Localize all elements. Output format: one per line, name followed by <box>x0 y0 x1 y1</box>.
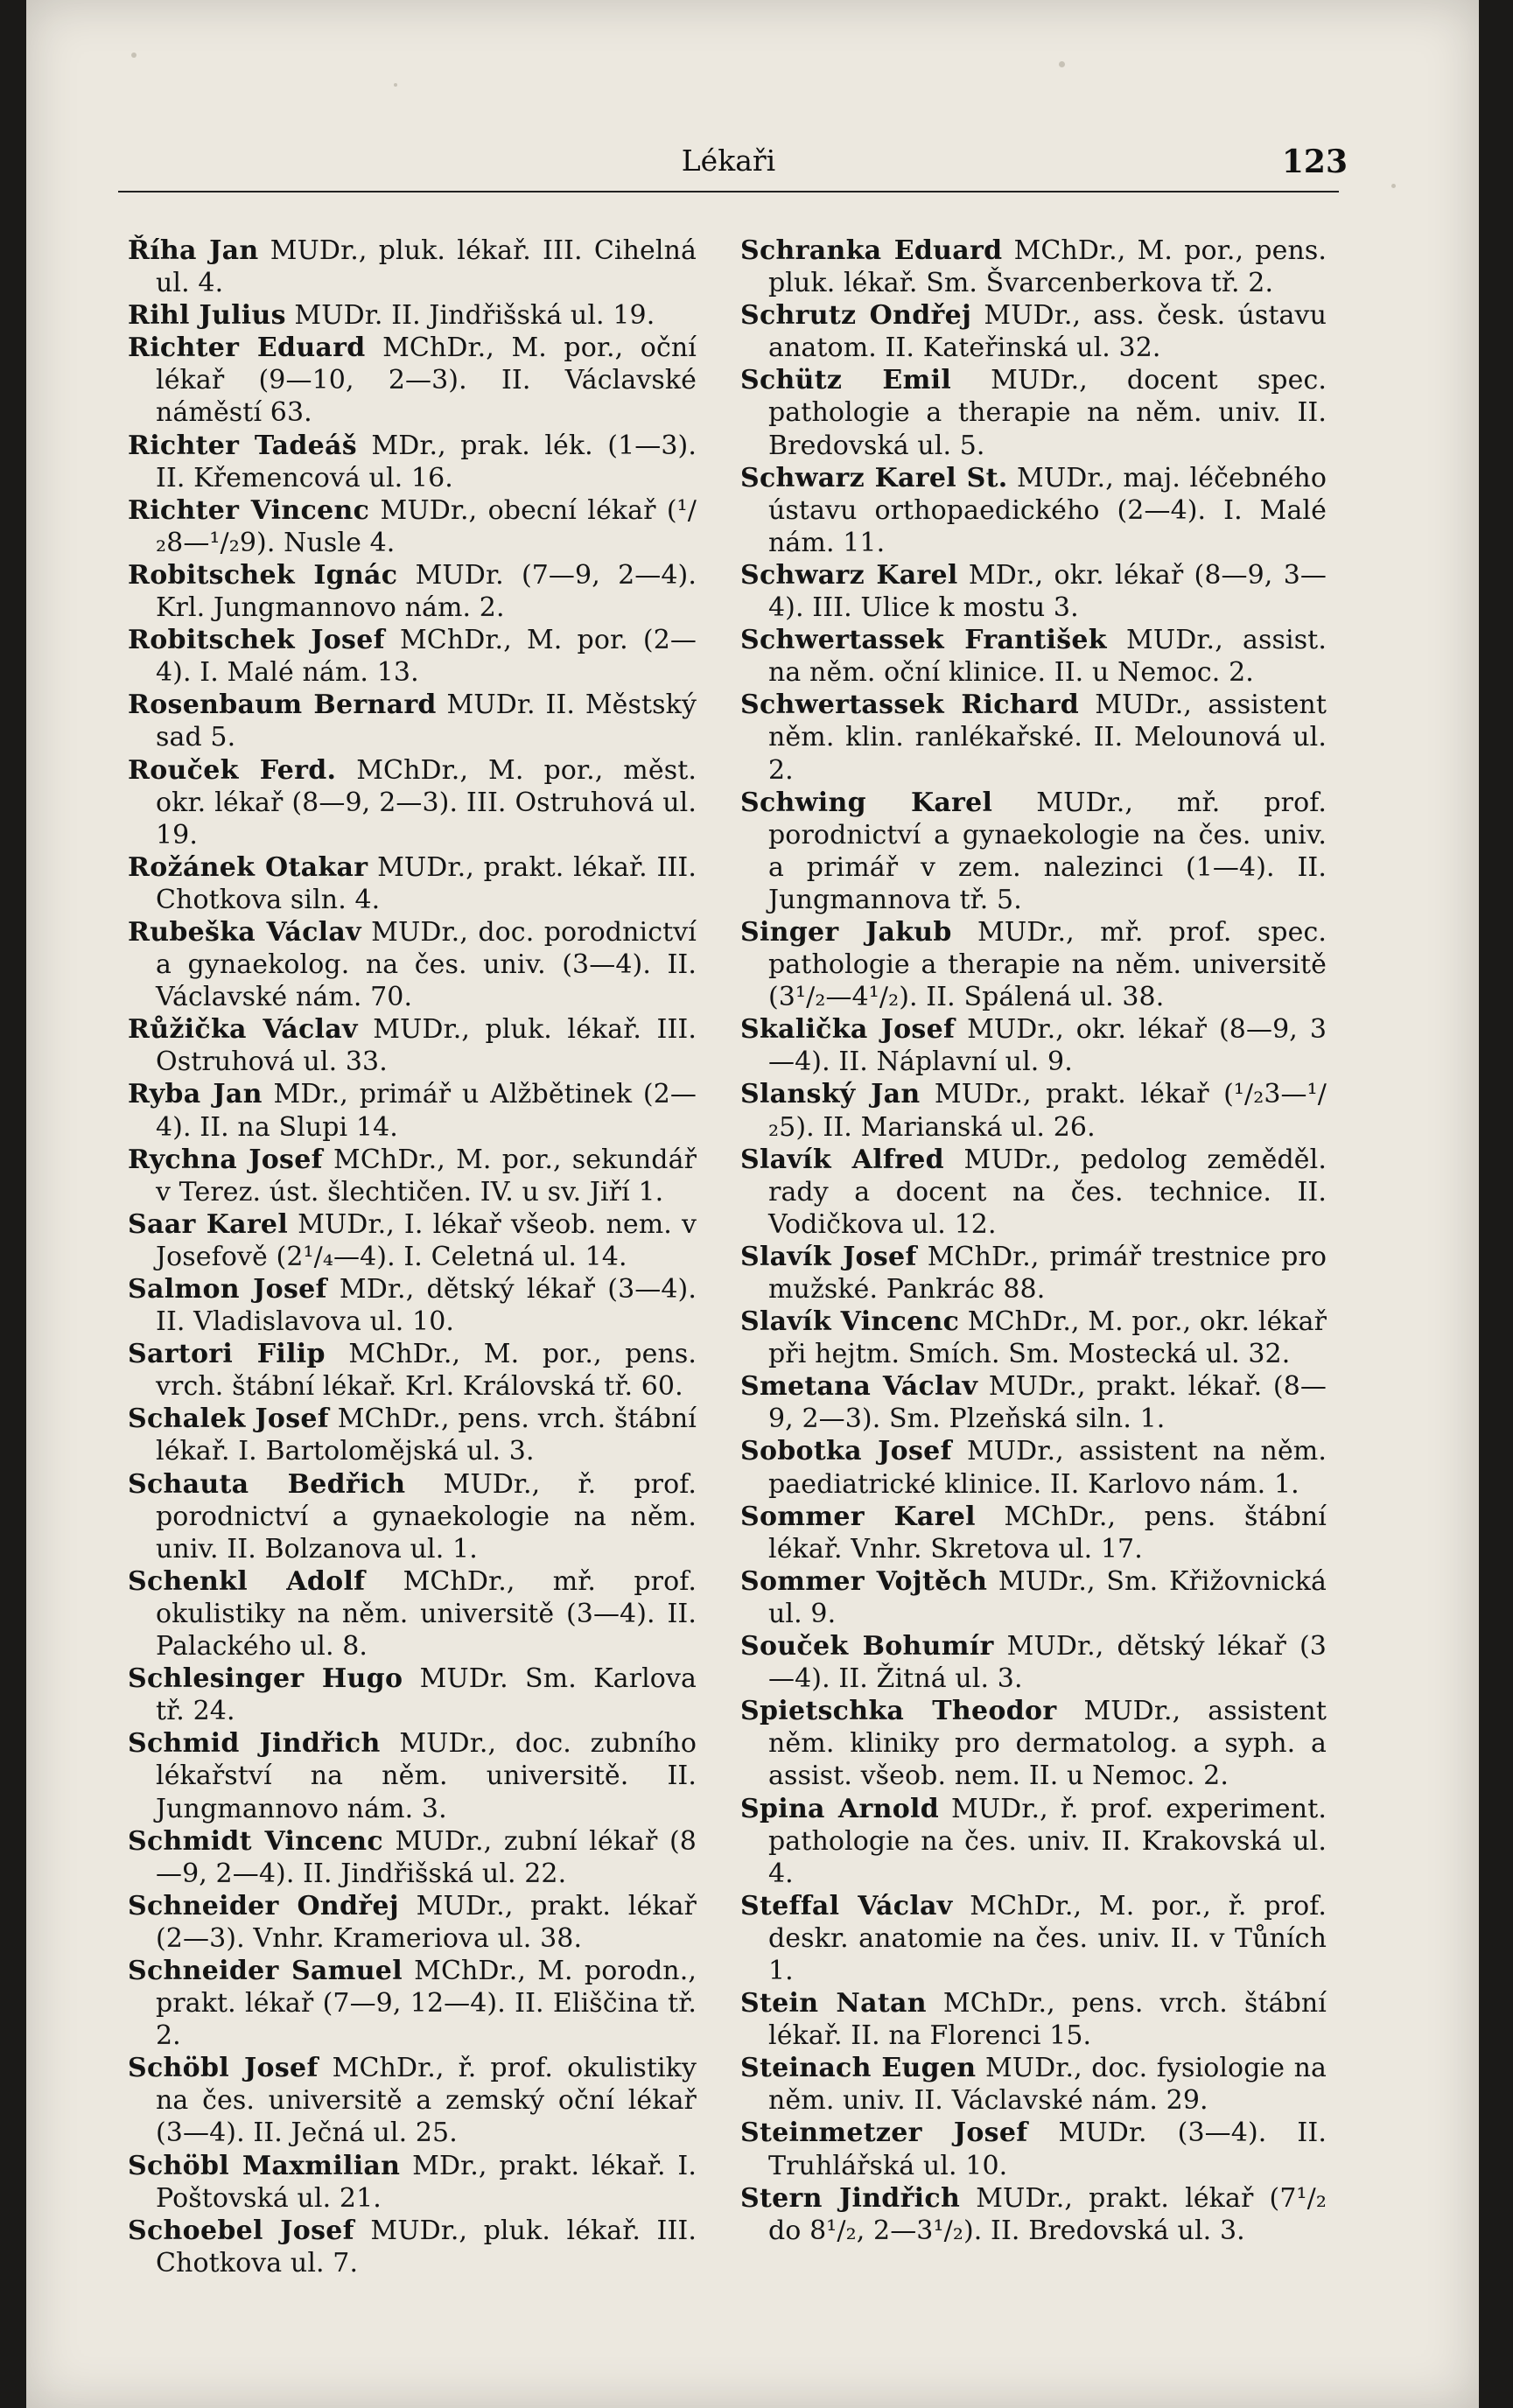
directory-entry <box>740 1695 1327 1792</box>
directory-entry <box>128 624 697 689</box>
directory-entry <box>128 1662 697 1727</box>
entry-name: Rychna Josef <box>128 1144 323 1175</box>
running-title: Lékaři <box>681 144 776 178</box>
entry-name: Steinach Eugen <box>740 2053 977 2084</box>
directory-entry <box>128 1890 697 1955</box>
entry-details: MChDr., M. por., pens. pluk. lékař. Sm. Švarcenberkova tř. 2. <box>768 235 1327 299</box>
entry-name: Saar Karel <box>128 1208 289 1240</box>
directory-entry <box>740 1241 1327 1306</box>
directory-entry <box>128 1078 697 1143</box>
entry-details: MChDr., M. por., okr. lékař při hejtm. Smích. Sm. Mostecká ul. 32. <box>768 1306 1327 1370</box>
entry-name: Schmid Jindřich <box>128 1728 381 1760</box>
entry-name: Spina Arnold <box>740 1793 939 1824</box>
entry-details: MUDr. Sm. Karlova tř. 24. <box>156 1663 697 1727</box>
directory-entry <box>128 234 697 299</box>
entry-details: MUDr., dětský lékař (3—4). II. Žitná ul. 3. <box>768 1631 1327 1695</box>
directory-entry <box>740 299 1327 364</box>
entry-details: MUDr., ř. prof. experiment. pathologie na čes. univ. II. Krakovská ul. 4. <box>768 1793 1327 1889</box>
directory-entry <box>740 1501 1327 1565</box>
entry-details: MChDr., M. porodn., prakt. lékař (7—9, 12—4). II. Eliščina tř. 2. <box>156 1955 697 2052</box>
entry-details: MChDr., mř. prof. okulistiky na něm. universitě (3—4). II. Palackého ul. 8. <box>156 1565 697 1662</box>
directory-entry <box>740 1793 1327 1890</box>
directory-entry <box>128 299 697 332</box>
entry-name: Růžička Václav <box>128 1014 358 1046</box>
entry-details: MUDr., assist. na něm. oční klinice. II. u Nemoc. 2. <box>768 625 1327 689</box>
directory-entry <box>128 1273 697 1338</box>
directory-entry <box>128 1565 697 1662</box>
directory-entry <box>128 430 697 494</box>
entry-name: Schwarz Karel St. <box>740 462 1008 494</box>
directory-entry <box>740 624 1327 689</box>
entry-name: Rubeška Václav <box>128 916 361 948</box>
entry-name: Sommer Vojtěch <box>740 1565 988 1597</box>
entry-name: Stern Jindřich <box>740 2182 961 2214</box>
entry-name: Richter Vincenc <box>128 494 370 526</box>
entry-name: Rihl Julius <box>128 300 286 332</box>
directory-entry <box>128 2150 697 2215</box>
directory-entry <box>740 787 1327 916</box>
entry-name: Rouček Ferd. <box>128 754 337 786</box>
entry-name: Schöbl Maxmilian <box>128 2150 401 2181</box>
entry-name: Schwarz Karel <box>740 559 958 591</box>
entry-details: MUDr., pluk. lékař. III. Chotkova ul. 7. <box>156 2215 697 2278</box>
entry-name: Slavík Alfred <box>740 1144 944 1175</box>
directory-entry <box>740 234 1327 299</box>
entry-details: MUDr., prakt. lékař (7¹/₂ do 8¹/₂, 2—3¹/₂). II. Bredovská ul. 3. <box>768 2182 1327 2246</box>
entry-details: MUDr., zubní lékař (8—9, 2—4). II. Jindřišská ul. 22. <box>156 1825 697 1889</box>
entry-details: MUDr. (7—9, 2—4). Krl. Jungmannovo nám. 2. <box>156 559 697 624</box>
entry-name: Salmon Josef <box>128 1274 327 1305</box>
entry-name: Schranka Eduard <box>740 235 1003 266</box>
directory-entry <box>128 851 697 916</box>
left-column <box>128 234 697 2279</box>
directory-entry <box>740 2117 1327 2181</box>
entry-name: Ryba Jan <box>128 1079 263 1110</box>
entry-name: Richter Tadeáš <box>128 430 357 461</box>
directory-entry <box>740 1565 1327 1630</box>
paper-speck <box>131 52 137 58</box>
directory-entry <box>740 2052 1327 2117</box>
directory-entry <box>128 1013 697 1078</box>
entry-details: MUDr., prakt. lékař (¹/₂3—¹/₂5). II. Marianská ul. 26. <box>768 1079 1327 1143</box>
directory-entry <box>128 1208 697 1273</box>
entry-name: Schauta Bedřich <box>128 1468 406 1500</box>
entry-name: Sobotka Josef <box>740 1436 952 1467</box>
entry-details: MChDr., pens. vrch. štábní lékař. I. Bartolomějská ul. 3. <box>156 1404 697 1467</box>
directory-entry <box>128 1403 697 1467</box>
directory-entry <box>128 2052 697 2149</box>
entry-name: Sartori Filip <box>128 1339 326 1370</box>
entry-name: Rosenbaum Bernard <box>128 690 437 721</box>
entry-name: Schrutz Ondřej <box>740 300 972 332</box>
directory-entry <box>128 1955 697 2052</box>
entry-details: MUDr. (3—4). II. Truhlářská ul. 10. <box>768 2118 1327 2181</box>
directory-entry <box>740 462 1327 559</box>
page-number: 123 <box>1281 144 1348 180</box>
entry-details: MDr., okr. lékař (8—9, 3—4). III. Ulice k mostu 3. <box>768 559 1327 624</box>
entry-details: MUDr. II. Jindřišská ul. 19. <box>285 300 655 332</box>
entry-name: Schenkl Adolf <box>128 1565 366 1597</box>
entry-name: Stein Natan <box>740 1988 927 2020</box>
directory-entry <box>128 1825 697 1890</box>
directory-entry <box>128 1144 697 1208</box>
entry-name: Schwing Karel <box>740 787 993 818</box>
page-header <box>118 138 1348 192</box>
entry-details: MUDr., obecní lékař (¹/₂8—¹/₂9). Nusle 4. <box>156 494 697 558</box>
directory-entry <box>740 559 1327 624</box>
right-column <box>740 234 1327 2247</box>
directory-entry <box>128 1338 697 1403</box>
directory-entry <box>740 1435 1327 1500</box>
entry-name: Robitschek Ignác <box>128 559 398 591</box>
directory-entry <box>128 2215 697 2279</box>
directory-entry <box>128 754 697 851</box>
directory-entry <box>128 1468 697 1565</box>
directory-entry <box>128 1727 697 1824</box>
entry-details: MUDr., maj. léčebného ústavu orthopaedického (2—4). I. Malé nám. 11. <box>768 462 1327 558</box>
entry-details: MChDr., primář trestnice pro mužské. Pankrác 88. <box>768 1241 1327 1305</box>
entry-details: MUDr., doc. porodnictví a gynaekolog. na čes. univ. (3—4). II. Václavské nám. 70. <box>156 916 697 1013</box>
entry-name: Schütz Emil <box>740 365 952 396</box>
directory-entry <box>128 494 697 559</box>
entry-name: Schmidt Vincenc <box>128 1825 383 1857</box>
entry-details: MUDr., prakt. lékař. III. Chotkova siln. 4. <box>156 851 697 915</box>
entry-name: Slavík Josef <box>740 1241 917 1272</box>
entry-details: MUDr., Sm. Křižovnická ul. 9. <box>768 1565 1327 1629</box>
directory-entry <box>740 1078 1327 1143</box>
entry-name: Schneider Samuel <box>128 1955 403 1986</box>
entry-name: Schalek Josef <box>128 1404 329 1435</box>
entry-name: Sommer Karel <box>740 1501 976 1532</box>
entry-details: MDr., dětský lékař (3—4). II. Vladislavova ul. 10. <box>156 1274 697 1338</box>
entry-details: MChDr., M. por., oční lékař (9—10, 2—3). II. Václavské náměstí 63. <box>156 332 697 429</box>
entry-name: Smetana Václav <box>740 1371 978 1403</box>
entry-details: MChDr., M. por., pens. vrch. štábní lékař. Krl. Královská tř. 60. <box>156 1339 697 1403</box>
entry-details: MUDr., okr. lékař (8—9, 3—4). II. Náplavní ul. 9. <box>768 1014 1327 1078</box>
entry-details: MChDr., pens. štábní lékař. Vnhr. Skretova ul. 17. <box>768 1501 1327 1564</box>
entry-name: Singer Jakub <box>740 916 952 948</box>
entry-details: MUDr., ass. česk. ústavu anatom. II. Kateřinská ul. 32. <box>768 300 1327 364</box>
entry-details: MChDr., M. por., ř. prof. deskr. anatomie na čes. univ. II. v Tůních 1. <box>768 1890 1327 1986</box>
paper-speck <box>394 83 397 87</box>
entry-name: Schwertassek František <box>740 625 1107 656</box>
entry-details: MUDr., assistent něm. kliniky pro dermatolog. a syph. a assist. všeob. nem. II. u Nemoc. 2. <box>768 1696 1327 1792</box>
entry-details: MUDr., assistent něm. klin. ranlékařské. II. Melounová ul. 2. <box>768 690 1327 786</box>
entry-details: MUDr., prakt. lékař (2—3). Vnhr. Krameriova ul. 38. <box>156 1890 697 1954</box>
directory-entry <box>740 916 1327 1013</box>
directory-entry <box>740 1144 1327 1241</box>
directory-entry <box>128 332 697 429</box>
directory-entry <box>740 1890 1327 1987</box>
directory-entry <box>740 364 1327 461</box>
entry-name: Říha Jan <box>128 235 259 266</box>
entry-details: MUDr., mř. prof. spec. pathologie a therapie na něm. universitě (3¹/₂—4¹/₂). II. Spálená ul. 38. <box>768 916 1327 1013</box>
directory-entry <box>128 689 697 753</box>
entry-name: Schneider Ondřej <box>128 1890 399 1922</box>
entry-name: Schwertassek Richard <box>740 690 1080 721</box>
directory-entry <box>740 2182 1327 2247</box>
entry-name: Skalička Josef <box>740 1014 956 1046</box>
entry-name: Rožánek Otakar <box>128 851 368 883</box>
entry-name: Steinmetzer Josef <box>740 2118 1028 2149</box>
directory-entry <box>740 1013 1327 1078</box>
entry-details: MDr., prak. lék. (1—3). II. Křemencová ul. 16. <box>156 430 697 494</box>
entry-details: MChDr., M. por., sekundář v Terez. úst. šlechtičen. IV. u sv. Jiří 1. <box>156 1144 697 1208</box>
entry-details: MUDr., pluk. lékař. III. Cihelná ul. 4. <box>156 235 697 299</box>
entry-details: MUDr., mř. prof. porodnictví a gynaekologie na čes. univ. a primář v zem. nalezinci (1—4). II. Jungmannova tř. 5. <box>768 787 1327 915</box>
entry-details: MChDr., pens. vrch. štábní lékař. II. na Florenci 15. <box>768 1988 1327 2052</box>
entry-name: Spietschka Theodor <box>740 1696 1057 1727</box>
entry-name: Schoebel Josef <box>128 2215 354 2246</box>
entry-name: Schöbl Josef <box>128 2053 319 2084</box>
entry-name: Steffal Václav <box>740 1890 953 1922</box>
paper-speck <box>1059 61 1065 67</box>
paper-speck <box>1391 184 1396 188</box>
entry-details: MUDr. II. Městský sad 5. <box>156 690 697 753</box>
entry-name: Schlesinger Hugo <box>128 1663 403 1695</box>
entry-details: MUDr., docent spec. pathologie a therapie na něm. univ. II. Bredovská ul. 5. <box>768 365 1327 461</box>
entry-details: MDr., prakt. lékař. I. Poštovská ul. 21. <box>156 2150 697 2214</box>
entry-name: Souček Bohumír <box>740 1631 994 1662</box>
entry-details: MUDr., prakt. lékař. (8—9, 2—3). Sm. Plzeňská siln. 1. <box>768 1371 1327 1435</box>
entry-details: MUDr., ř. prof. porodnictví a gynaekologie na něm. univ. II. Bolzanova ul. 1. <box>156 1468 697 1564</box>
directory-entry <box>740 1630 1327 1695</box>
entry-name: Slavík Vincenc <box>740 1306 960 1338</box>
entry-details: MChDr., ř. prof. okulistiky na čes. universitě a zemský oční lékař (3—4). II. Ječná ul. 25. <box>156 2053 697 2149</box>
directory-entry <box>740 1306 1327 1370</box>
entry-name: Richter Eduard <box>128 332 366 364</box>
entry-details: MUDr., doc. fysiologie na něm. univ. II. Václavské nám. 29. <box>768 2053 1327 2117</box>
entry-name: Robitschek Josef <box>128 625 385 656</box>
directory-entry <box>740 1370 1327 1435</box>
entry-details: MUDr., assistent na něm. paediatrické klinice. II. Karlovo nám. 1. <box>768 1436 1327 1500</box>
directory-entry <box>128 559 697 624</box>
entry-details: MDr., primář u Alžbětinek (2—4). II. na Slupi 14. <box>156 1079 697 1143</box>
entry-details: MUDr., pluk. lékař. III. Ostruhová ul. 33. <box>156 1014 697 1078</box>
directory-entry <box>740 1987 1327 2052</box>
directory-entry <box>740 689 1327 786</box>
entry-details: MUDr., I. lékař všeob. nem. v Josefově (2¹/₄—4). I. Celetná ul. 14. <box>156 1208 697 1272</box>
entry-details: MChDr., M. por., měst. okr. lékař (8—9, 2—3). III. Ostruhová ul. 19. <box>156 754 697 850</box>
book-page <box>26 0 1479 2408</box>
entry-details: MUDr., pedolog zeměděl. rady a docent na čes. technice. II. Vodičkova ul. 12. <box>768 1144 1327 1240</box>
entry-details: MChDr., M. por. (2—4). I. Malé nám. 13. <box>156 625 697 689</box>
entry-details: MUDr., doc. zubního lékařství na něm. universitě. II. Jungmannovo nám. 3. <box>156 1728 697 1824</box>
entry-name: Slanský Jan <box>740 1079 921 1110</box>
directory-entry <box>128 916 697 1013</box>
